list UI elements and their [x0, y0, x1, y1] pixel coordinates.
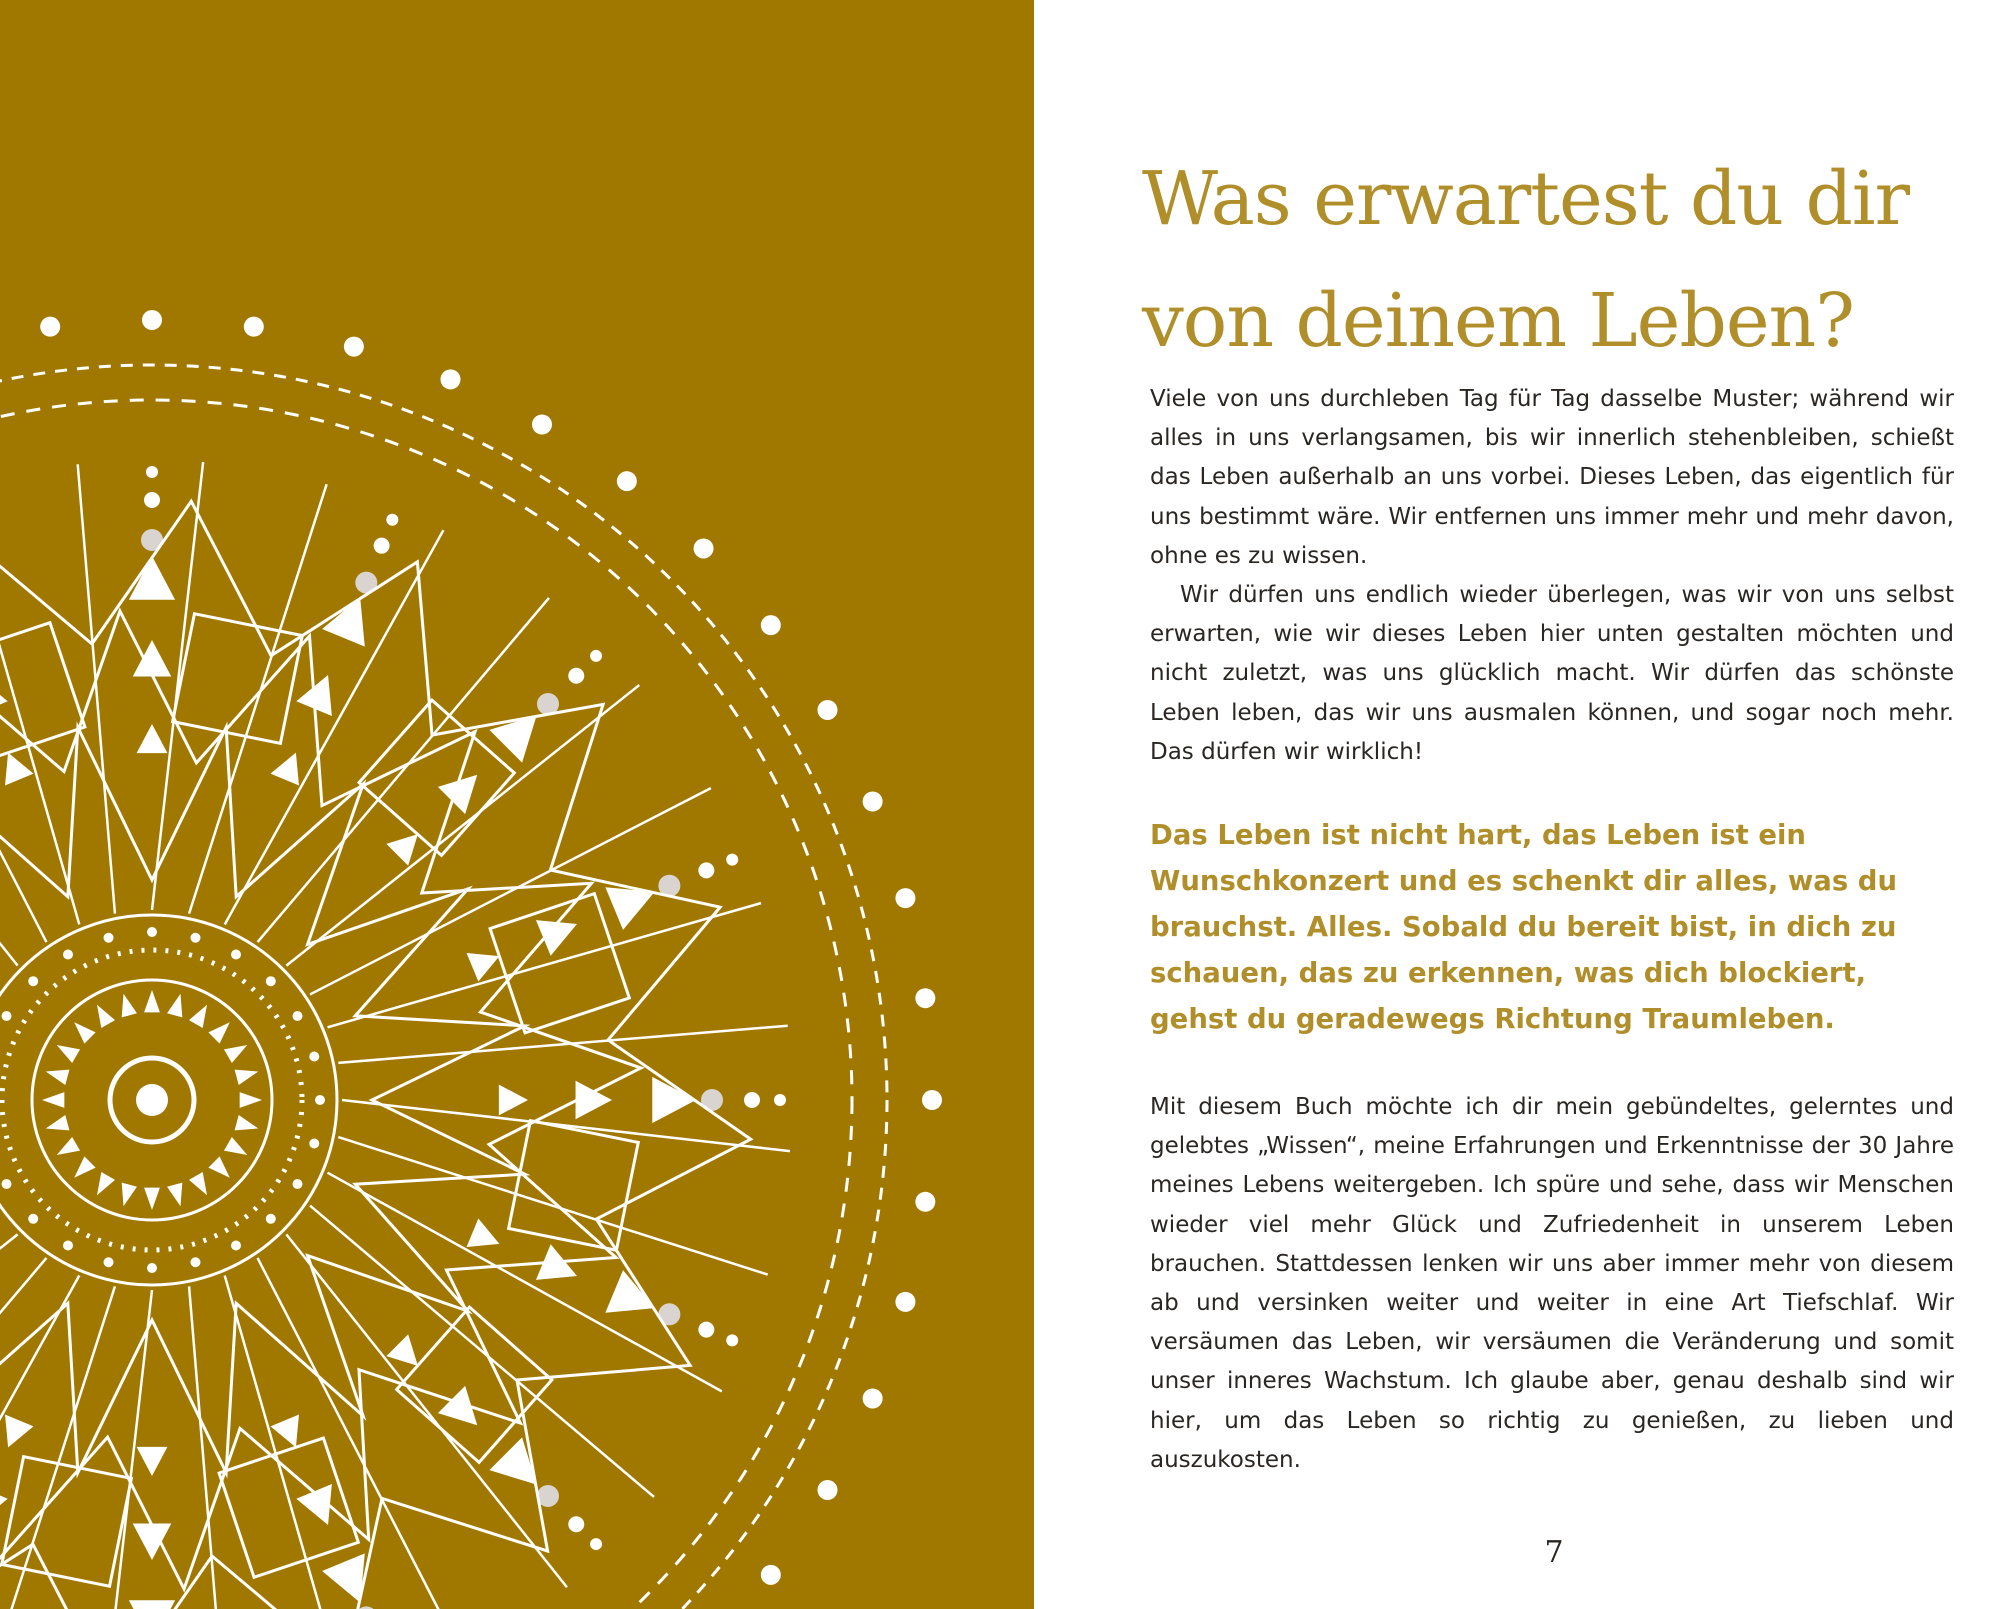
body-paragraph-3: Mit diesem Buch möchte ich dir mein gebündeltes, gelerntes und gelebtes „Wissen“, meine Erfahrungen und Erkenntnisse der 30 Jahre meines Lebens weitergeben. Ich spüre und sehe, dass wir Menschen wieder viel mehr Glück und Zufriedenheit in unserem Leben brauchen. Stattdessen lenken wir uns aber immer mehr von diesem ab und versinken weiter und weiter in eine Art Tiefschlaf. Wir versäumen das Leben, wir versäumen die Veränderung und somit unser inneres Wachstum. Ich glaube aber, genau deshalb sind wir hier, um das Leben so richtig zu genießen, zu lieben und auszukosten. [1150, 1094, 1954, 1473]
page-title: Was erwartest du dir von deinem Leben? [1142, 156, 1909, 364]
highlight-quote: Das Leben ist nicht hart, das Leben ist ein Wunschkonzert und es schenkt dir alles, was du brauchst. Alles. Sobald du bereit bist, in dich zu schauen, das zu erkennen, was dich blockiert, gehst du geradewegs Richtung Traumleben. [1150, 819, 1898, 1035]
page-number: 7 [1544, 1535, 1564, 1570]
body-paragraph-1: Viele von uns durchleben Tag für Tag dasselbe Muster; während wir alles in uns verlangsamen, bis wir innerlich stehenbleiben, schießt das Leben außerhalb an uns vorbei. Dieses Leben, das eigentlich für uns bestimmt wäre. Wir entfernen uns immer mehr und mehr davon, ohne es zu wissen. [1150, 386, 1954, 569]
body-paragraph-2-text: Wir dürfen uns endlich wieder überlegen, was wir von uns selbst erwarten, wie wir dieses Leben hier unten gestalten möchten und nicht zuletzt, was uns glücklich macht. Wir dürfen das schönste Leben leben, das wir uns ausmalen können, und sogar noch mehr. Das dürfen wir wirklich! [1150, 582, 1954, 765]
right-page-text [1034, 0, 2000, 1609]
body-paragraph-2 [1150, 576, 1954, 772]
